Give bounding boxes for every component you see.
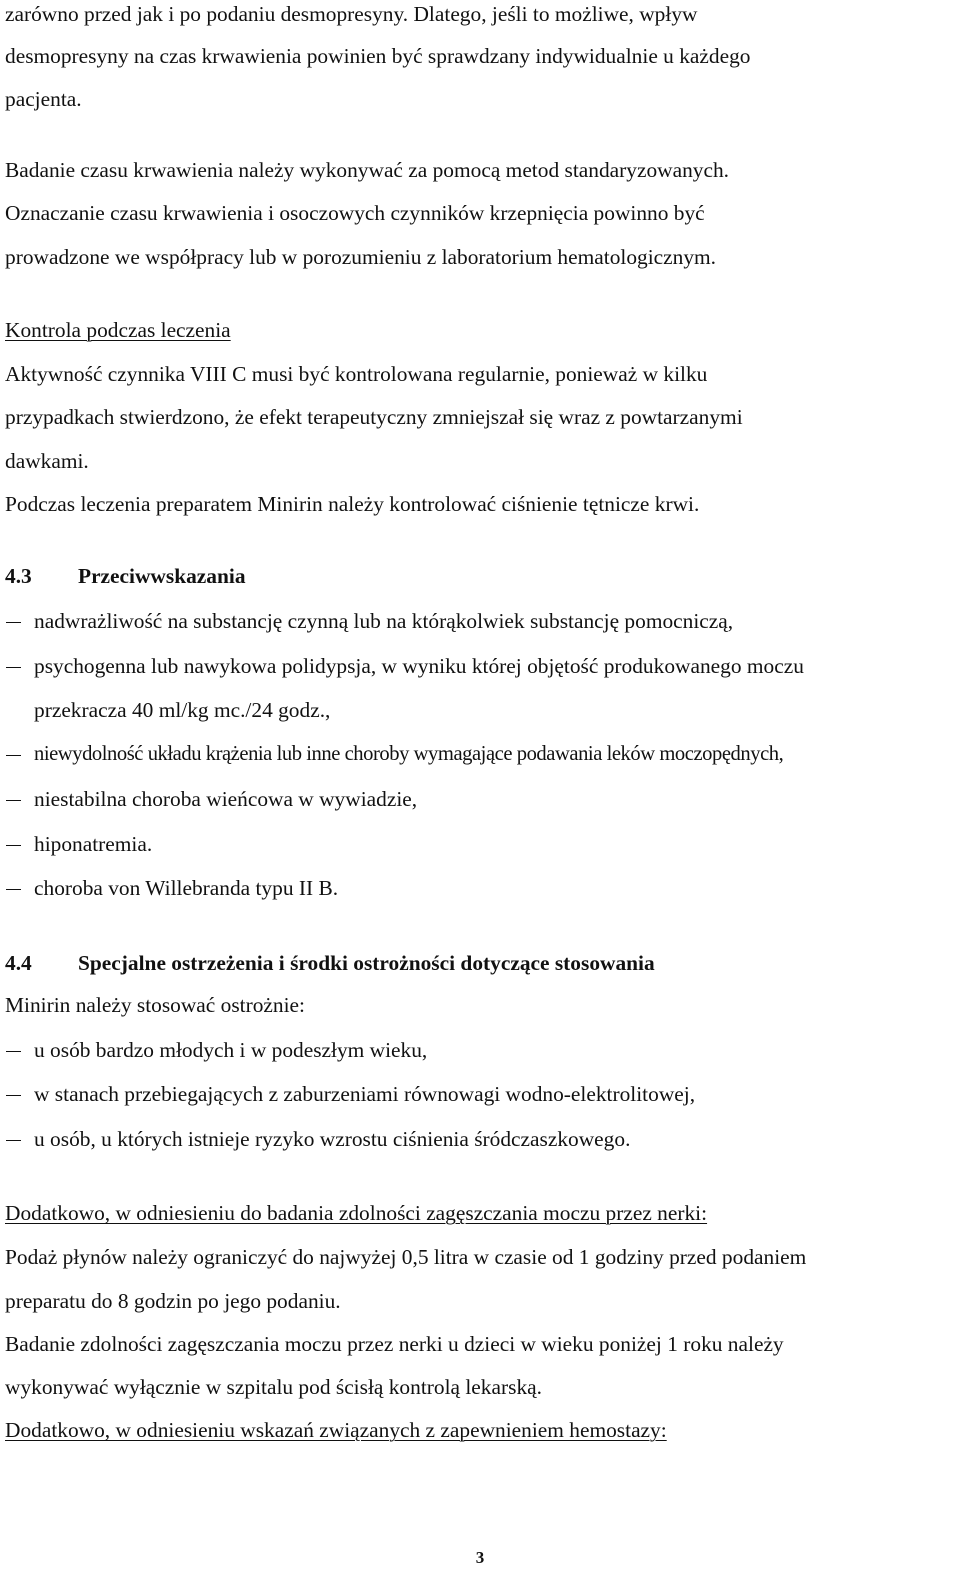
subheading-monitoring: Kontrola podczas leczenia (5, 318, 231, 342)
text-line: zarówno przed jak i po podaniu desmopresyny. Dlatego, jeśli to możliwe, wpływ (5, 2, 698, 26)
list-item-continuation: przekracza 40 ml/kg mc./24 godz., (34, 698, 331, 722)
list-item: u osób, u których istnieje ryzyko wzrostu ciśnienia śródczaszkowego. (34, 1127, 631, 1151)
subheading-hemostasis: Dodatkowo, w odniesieniu wskazań związanych z zapewnieniem hemostazy: (5, 1418, 667, 1442)
dash-bullet-icon (6, 800, 21, 801)
text-line: Oznaczanie czasu krwawienia i osoczowych czynników krzepnięcia powinno być (5, 201, 705, 225)
list-item: niestabilna choroba wieńcowa w wywiadzie, (34, 787, 418, 811)
text-line: Minirin należy stosować ostrożnie: (5, 993, 305, 1017)
list-item: niewydolność układu krążenia lub inne choroby wymagające podawania leków moczopędnych, (34, 743, 784, 765)
dash-bullet-icon (6, 1095, 21, 1096)
list-item: choroba von Willebranda typu II B. (34, 876, 339, 900)
section-title: Specjalne ostrzeżenia i środki ostrożności dotyczące stosowania (78, 951, 655, 975)
text-line: wykonywać wyłącznie w szpitalu pod ścisłą kontrolą lekarską. (5, 1375, 542, 1399)
list-item: psychogenna lub nawykowa polidypsja, w wyniku której objętość produkowanego moczu (34, 654, 804, 678)
dash-bullet-icon (6, 1051, 21, 1052)
list-item: w stanach przebiegających z zaburzeniami równowagi wodno-elektrolitowej, (34, 1082, 696, 1106)
list-item: u osób bardzo młodych i w podeszłym wieku, (34, 1038, 428, 1062)
section-number: 4.3 (5, 564, 32, 588)
text-line: preparatu do 8 godzin po jego podaniu. (5, 1289, 341, 1313)
section-number: 4.4 (5, 951, 32, 975)
text-line: przypadkach stwierdzono, że efekt terapeutyczny zmniejszał się wraz z powtarzanymi (5, 405, 743, 429)
text-line: Badanie czasu krwawienia należy wykonywać za pomocą metod standaryzowanych. (5, 158, 730, 182)
page-number: 3 (475, 1548, 485, 1567)
text-line: Badanie zdolności zagęszczania moczu przez nerki u dzieci w wieku poniżej 1 roku należy (5, 1332, 784, 1356)
dash-bullet-icon (6, 845, 21, 846)
list-item: hiponatremia. (34, 832, 153, 856)
text-line: Aktywność czynnika VIII C musi być kontrolowana regularnie, ponieważ w kilku (5, 362, 708, 386)
dash-bullet-icon (6, 667, 21, 668)
text-line: pacjenta. (5, 87, 82, 111)
text-line: desmopresyny na czas krwawienia powinien być sprawdzany indywidualnie u każdego (5, 44, 751, 68)
list-item: nadwrażliwość na substancję czynną lub na którąkolwiek substancję pomocniczą, (34, 609, 734, 633)
dash-bullet-icon (6, 1140, 21, 1141)
dash-bullet-icon (6, 622, 21, 623)
dash-bullet-icon (6, 889, 21, 890)
text-line: Podczas leczenia preparatem Minirin należy kontrolować ciśnienie tętnicze krwi. (5, 492, 700, 516)
dash-bullet-icon (6, 755, 21, 756)
text-line: prowadzone we współpracy lub w porozumieniu z laboratorium hematologicznym. (5, 245, 717, 269)
text-line: dawkami. (5, 449, 89, 473)
text-line: Podaż płynów należy ograniczyć do najwyżej 0,5 litra w czasie od 1 godziny przed podaniem (5, 1245, 807, 1269)
section-title: Przeciwwskazania (78, 564, 246, 588)
subheading-urine-test: Dodatkowo, w odniesieniu do badania zdolności zagęszczania moczu przez nerki: (5, 1201, 708, 1225)
